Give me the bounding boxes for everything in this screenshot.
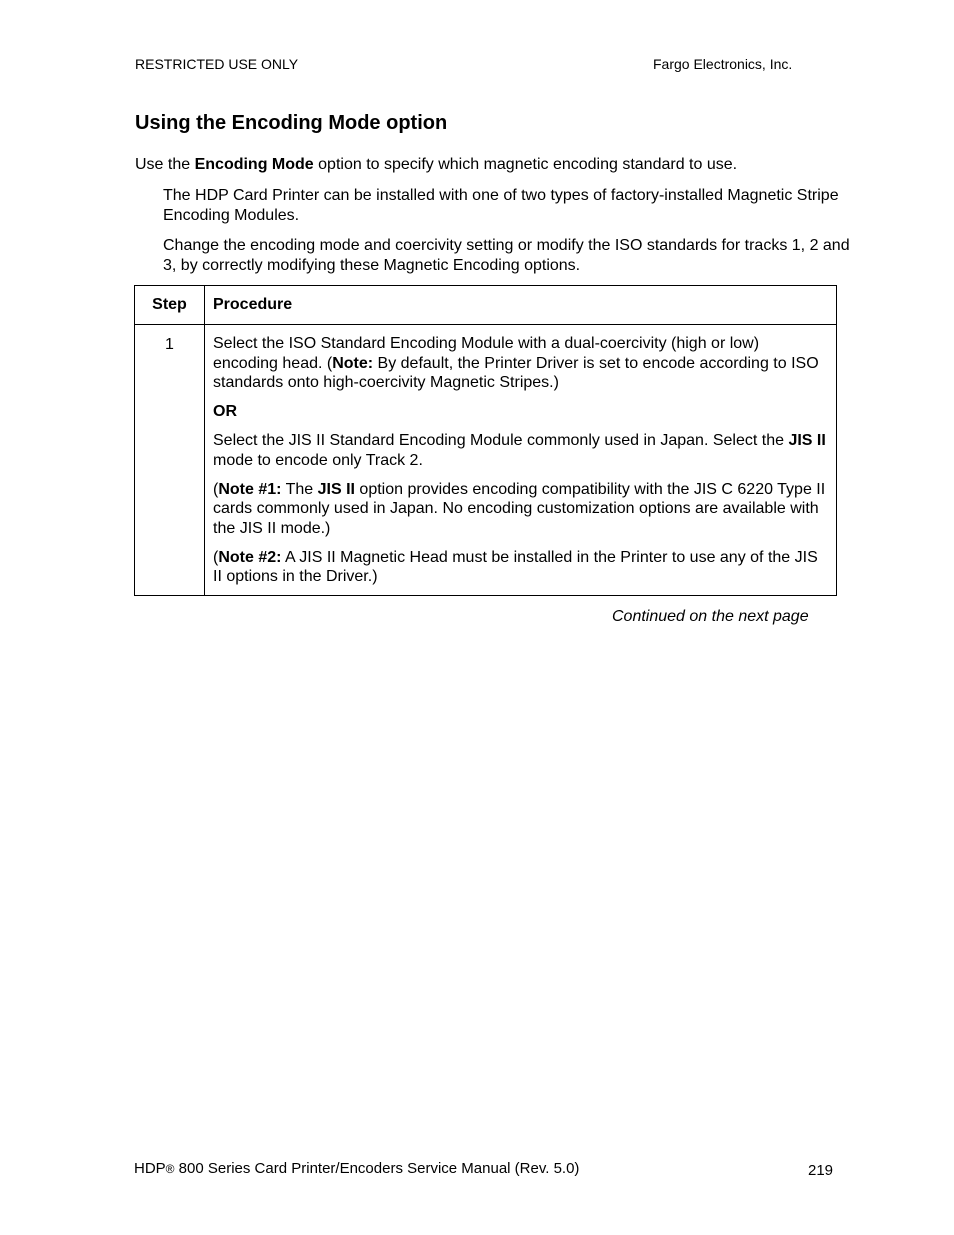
table-row (135, 325, 837, 596)
procedure-cell (205, 325, 837, 596)
body-paragraph-2: Change the encoding mode and coercivity setting or modify the ISO standards for tracks 1, 2 and 3, by correctly modifying these Magnetic Encoding options. (163, 237, 850, 274)
procedure-paragraph-iso (213, 334, 828, 393)
procedure-text: mode to encode only Track 2. (213, 451, 423, 469)
paren: ( (213, 548, 219, 566)
footer-title (134, 1160, 579, 1177)
procedure-table (134, 285, 837, 596)
procedure-note-1 (213, 480, 828, 539)
procedure-text: Select the ISO Standard Encoding Module with a dual-coercivity (high or low) encoding head. ( (213, 335, 760, 372)
or-label: OR (213, 403, 237, 420)
note-label: Note #1: (218, 480, 282, 498)
jis-mode-label: JIS II (788, 432, 826, 449)
intro-text-bold: Encoding Mode (194, 156, 314, 173)
note-label: Note: (332, 354, 374, 372)
body-paragraph-1: The HDP Card Printer can be installed with one of two types of factory-installed Magnetic Stripe Encoding Modules. (163, 187, 839, 224)
intro-paragraph (135, 155, 737, 175)
procedure-text: The (281, 480, 318, 498)
intro-text-post: option to specify which magnetic encoding standard to use. (313, 156, 738, 173)
footer-manual-title: 800 Series Card Printer/Encoders Service Manual (Rev. 5.0) (174, 1160, 580, 1177)
section-title: Using the Encoding Mode option (135, 112, 448, 134)
table-header-row (135, 286, 837, 325)
running-header-left: RESTRICTED USE ONLY (135, 56, 299, 72)
note-label: Note #2: (218, 548, 282, 566)
page-number: 219 (808, 1162, 834, 1179)
running-header-right: Fargo Electronics, Inc. (653, 56, 793, 72)
procedure-text: By default, the Printer Driver is set to encode according to ISO standards onto high-coercivity Magnetic Stripes.) (213, 354, 819, 391)
procedure-text: option provides encoding compatibility with the JIS C 6220 Type II cards commonly used in Japan. No encoding customization options are available with the JIS II mode.) (213, 480, 826, 537)
step-column-header: Step (135, 286, 205, 325)
procedure-or (213, 402, 828, 422)
intro-text-pre: Use the (135, 156, 195, 173)
procedure-note-2 (213, 548, 828, 587)
step-number: 1 (135, 325, 205, 596)
procedure-paragraph-jis (213, 431, 828, 470)
continued-note: Continued on the next page (612, 608, 809, 625)
procedure-text: A JIS II Magnetic Head must be installed in the Printer to use any of the JIS II options in the Driver.) (213, 548, 818, 585)
procedure-column-header: Procedure (205, 286, 837, 325)
paren: ( (213, 480, 219, 498)
footer-brand: HDP (134, 1160, 166, 1177)
registered-mark-icon: ® (165, 1162, 175, 1176)
procedure-text: Select the JIS II Standard Encoding Module commonly used in Japan. Select the (213, 432, 789, 449)
jis-mode-label: JIS II (317, 480, 355, 498)
